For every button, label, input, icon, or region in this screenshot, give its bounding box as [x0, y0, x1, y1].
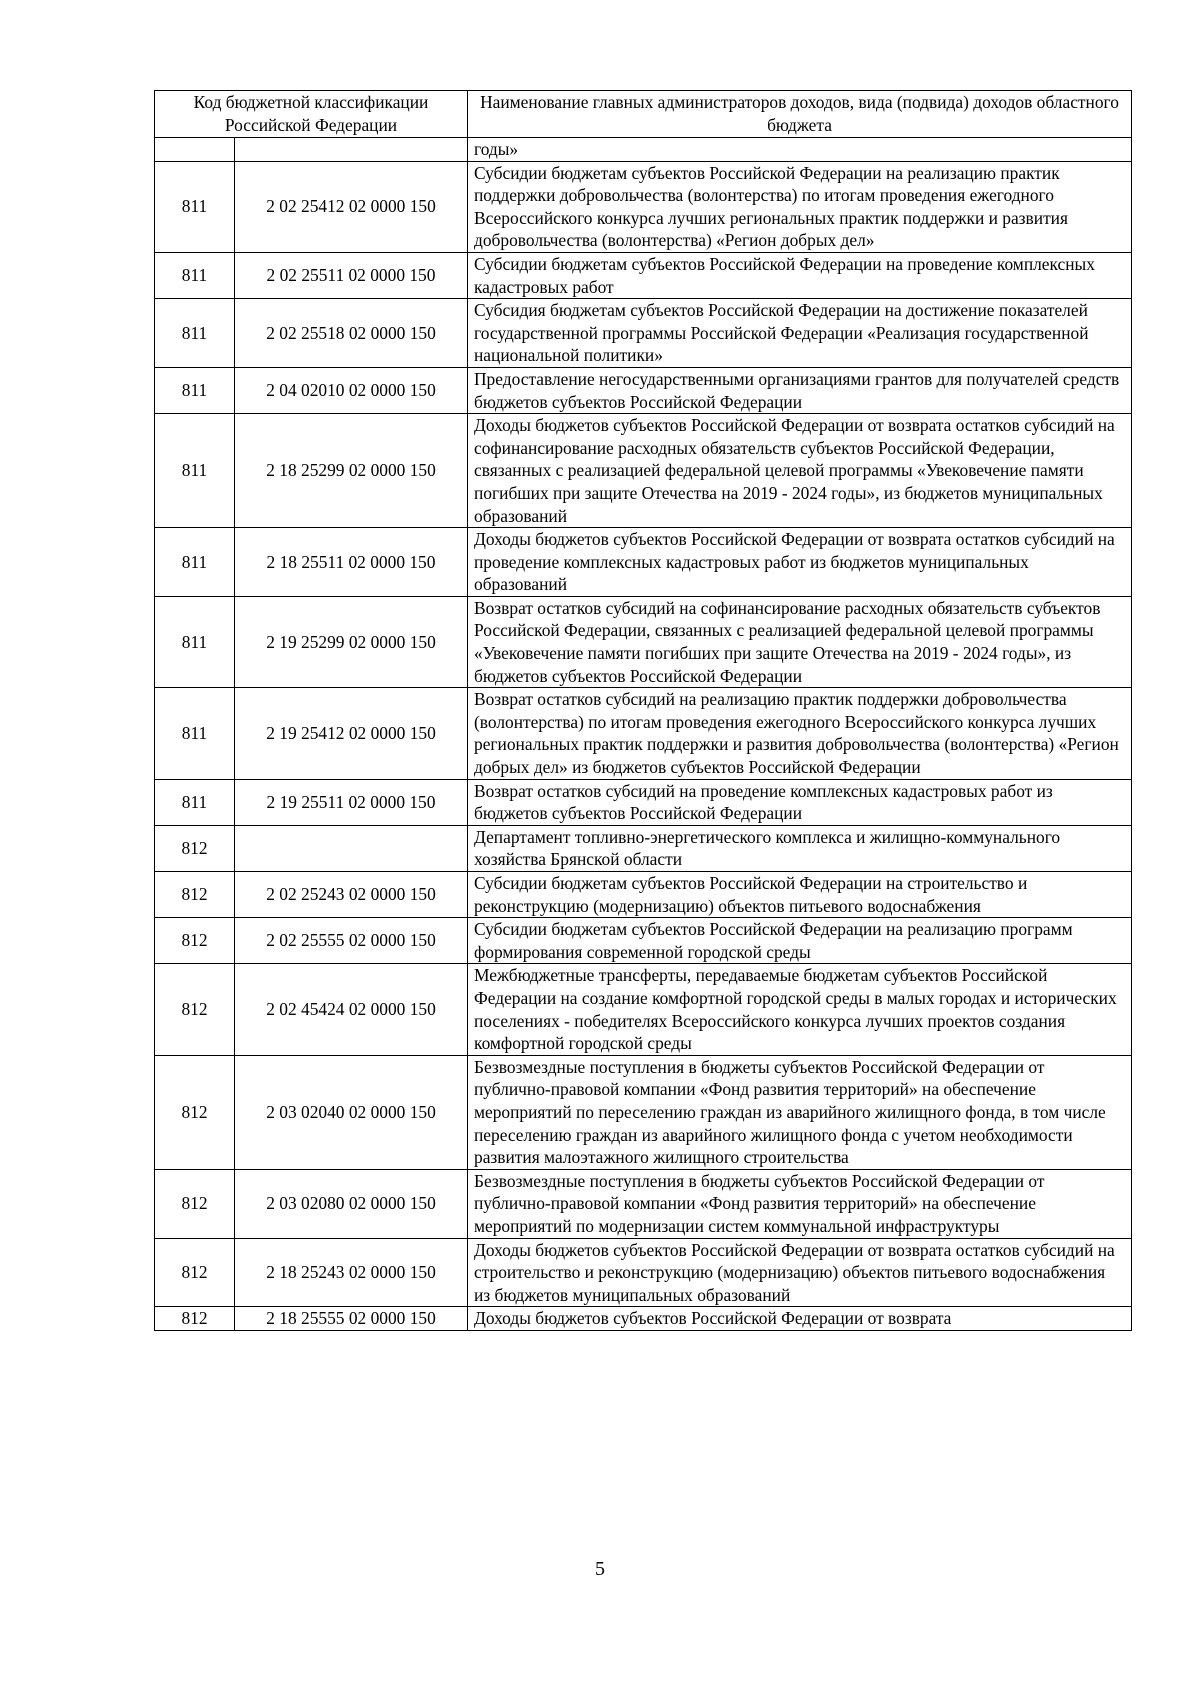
cell-classification-code: 2 19 25412 02 0000 150	[235, 688, 468, 779]
cell-revenue-name: Доходы бюджетов субъектов Российской Федерации от возврата остатков субсидий на проведение комплексных кадастровых работ из бюджетов муниципальных образований	[468, 528, 1132, 597]
table-row	[155, 596, 1132, 687]
cell-revenue-name: Субсидии бюджетам субъектов Российской Федерации на реализацию программ формирования современной городской среды	[468, 918, 1132, 964]
page-number: 5	[595, 1558, 605, 1580]
cell-admin-code: 812	[155, 872, 235, 918]
table-row	[155, 1307, 1132, 1331]
cell-classification-code: 2 19 25299 02 0000 150	[235, 596, 468, 687]
table-row	[155, 161, 1132, 252]
cell-classification-code: 2 03 02080 02 0000 150	[235, 1169, 468, 1238]
cell-revenue-name: Возврат остатков субсидий на проведение комплексных кадастровых работ из бюджетов субъектов Российской Федерации	[468, 779, 1132, 825]
cell-revenue-name: Субсидия бюджетам субъектов Российской Федерации на достижение показателей государственной программы Российской Федерации «Реализация государственной национальной политики»	[468, 299, 1132, 368]
cell-admin-code: 812	[155, 918, 235, 964]
revenue-classification-table	[154, 90, 1132, 1331]
cell-admin-code: 811	[155, 161, 235, 252]
cell-admin-code: 811	[155, 252, 235, 298]
header-name: Наименование главных администраторов доходов, вида (подвида) доходов областного бюджета	[468, 91, 1132, 138]
cell-admin-code: 812	[155, 1307, 235, 1331]
cell-revenue-name: Доходы бюджетов субъектов Российской Федерации от возврата остатков субсидий на софинансирование расходных обязательств субъектов Российской Федерации, связанных с реализацией федеральной целевой программы «Увековечение памяти погибших при защите Отечества на 2019 - 2024 годы», из бюджетов муниципальных образований	[468, 414, 1132, 528]
table-row	[155, 918, 1132, 964]
table-row	[155, 367, 1132, 413]
table-row	[155, 688, 1132, 779]
table-row	[155, 414, 1132, 528]
cell-revenue-name: Субсидии бюджетам субъектов Российской Федерации на проведение комплексных кадастровых работ	[468, 252, 1132, 298]
cell-classification-code: 2 02 25412 02 0000 150	[235, 161, 468, 252]
table-row	[155, 1169, 1132, 1238]
cell-revenue-name: Субсидии бюджетам субъектов Российской Федерации на реализацию практик поддержки добровольчества (волонтерства) по итогам проведения ежегодного Всероссийского конкурса лучших региональных практик поддержки и развития добровольчества (волонтерства) «Регион добрых дел»	[468, 161, 1132, 252]
cell-classification-code: 2 18 25555 02 0000 150	[235, 1307, 468, 1331]
cell-classification-code: 2 02 45424 02 0000 150	[235, 964, 468, 1055]
cell-revenue-name: Безвозмездные поступления в бюджеты субъектов Российской Федерации от публично-правовой компании «Фонд развития территорий» на обеспечение мероприятий по переселению граждан из аварийного жилищного фонда, в том числе переселению граждан из аварийного жилищного фонда с учетом необходимости развития малоэтажного жилищного строительства	[468, 1055, 1132, 1169]
cell-admin-code: 811	[155, 596, 235, 687]
cell-classification-code: 2 02 25243 02 0000 150	[235, 872, 468, 918]
table-row	[155, 1055, 1132, 1169]
cell-revenue-name: Доходы бюджетов субъектов Российской Федерации от возврата	[468, 1307, 1132, 1331]
cell-admin-code: 811	[155, 528, 235, 597]
cell-classification-code: 2 18 25243 02 0000 150	[235, 1238, 468, 1307]
table-row	[155, 252, 1132, 298]
cell-admin-code: 811	[155, 779, 235, 825]
cell-classification-code: 2 04 02010 02 0000 150	[235, 367, 468, 413]
cell-revenue-name: Доходы бюджетов субъектов Российской Федерации от возврата остатков субсидий на строительство и реконструкцию (модернизацию) объектов питьевого водоснабжения из бюджетов муниципальных образований	[468, 1238, 1132, 1307]
table-header-row	[155, 91, 1132, 138]
cell-revenue-name: годы»	[468, 138, 1132, 162]
header-code-classification: Код бюджетной классификации Российской Федерации	[155, 91, 468, 138]
cell-admin-code: 811	[155, 299, 235, 368]
cell-admin-code: 812	[155, 1055, 235, 1169]
cell-revenue-name: Департамент топливно-энергетического комплекса и жилищно-коммунального хозяйства Брянской области	[468, 825, 1132, 871]
cell-classification-code: 2 02 25511 02 0000 150	[235, 252, 468, 298]
cell-admin-code	[155, 138, 235, 162]
cell-admin-code: 811	[155, 688, 235, 779]
table-row	[155, 779, 1132, 825]
cell-admin-code: 811	[155, 414, 235, 528]
cell-revenue-name: Возврат остатков субсидий на реализацию практик поддержки добровольчества (волонтерства) по итогам проведения ежегодного Всероссийского конкурса лучших региональных практик поддержки и развития добровольчества (волонтерства) «Регион добрых дел» из бюджетов субъектов Российской Федерации	[468, 688, 1132, 779]
cell-revenue-name: Безвозмездные поступления в бюджеты субъектов Российской Федерации от публично-правовой компании «Фонд развития территорий» на обеспечение мероприятий по модернизации систем коммунальной инфраструктуры	[468, 1169, 1132, 1238]
table-row	[155, 825, 1132, 871]
table-row	[155, 528, 1132, 597]
table-row	[155, 872, 1132, 918]
table-row	[155, 299, 1132, 368]
cell-revenue-name: Субсидии бюджетам субъектов Российской Федерации на строительство и реконструкцию (модернизацию) объектов питьевого водоснабжения	[468, 872, 1132, 918]
cell-classification-code: 2 02 25555 02 0000 150	[235, 918, 468, 964]
cell-admin-code: 812	[155, 825, 235, 871]
cell-classification-code	[235, 138, 468, 162]
cell-classification-code: 2 19 25511 02 0000 150	[235, 779, 468, 825]
cell-admin-code: 812	[155, 1169, 235, 1238]
cell-classification-code: 2 02 25518 02 0000 150	[235, 299, 468, 368]
cell-classification-code: 2 18 25511 02 0000 150	[235, 528, 468, 597]
cell-admin-code: 811	[155, 367, 235, 413]
table-body	[155, 138, 1132, 1331]
cell-classification-code: 2 18 25299 02 0000 150	[235, 414, 468, 528]
table-row	[155, 1238, 1132, 1307]
cell-admin-code: 812	[155, 1238, 235, 1307]
table-row	[155, 964, 1132, 1055]
cell-classification-code: 2 03 02040 02 0000 150	[235, 1055, 468, 1169]
cell-classification-code	[235, 825, 468, 871]
cell-admin-code: 812	[155, 964, 235, 1055]
cell-revenue-name: Предоставление негосударственными организациями грантов для получателей средств бюджетов субъектов Российской Федерации	[468, 367, 1132, 413]
table-row	[155, 138, 1132, 162]
cell-revenue-name: Межбюджетные трансферты, передаваемые бюджетам субъектов Российской Федерации на создание комфортной городской среды в малых городах и исторических поселениях - победителях Всероссийского конкурса лучших проектов создания комфортной городской среды	[468, 964, 1132, 1055]
cell-revenue-name: Возврат остатков субсидий на софинансирование расходных обязательств субъектов Российской Федерации, связанных с реализацией федеральной целевой программы «Увековечение памяти погибших при защите Отечества на 2019 - 2024 годы», из бюджетов субъектов Российской Федерации	[468, 596, 1132, 687]
